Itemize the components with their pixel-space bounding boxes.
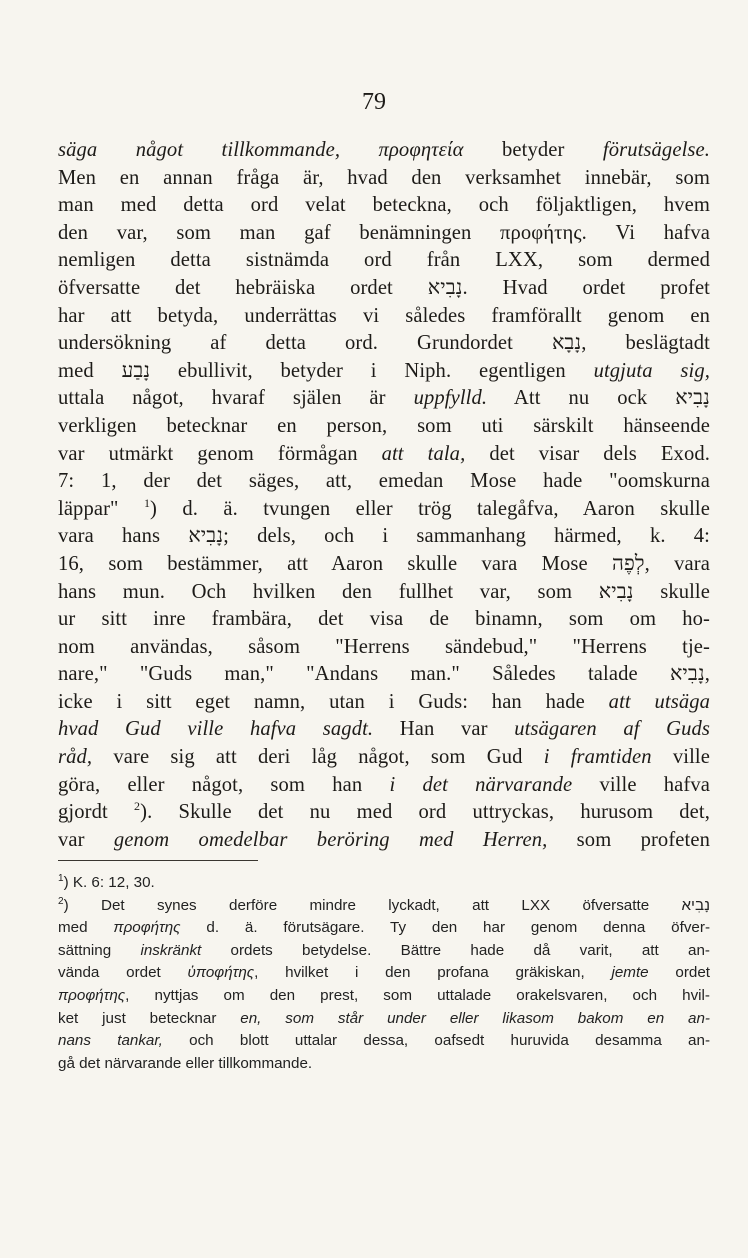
text-line	[58, 661, 710, 689]
footnote-paren: )	[63, 896, 101, 914]
text-run: öfversatte det hebräiska ordet נָבִיא. Hvad ordet profet	[58, 276, 711, 299]
text-run: utsägaren af Guds	[514, 718, 711, 741]
text-run: verkligen betecknar en person, som uti särskilt hänseende	[58, 414, 710, 437]
text-run: var	[58, 828, 114, 851]
text-line	[58, 413, 710, 441]
text-run: har att betyda, underrättas vi således framförallt genom en	[58, 304, 710, 327]
text-run: ordets betydelse. Bättre hade då varit, att an-	[201, 941, 710, 959]
footnote-number: 2	[58, 895, 64, 907]
text-line	[58, 220, 710, 248]
text-run: säga något tillkommande, προφητεία	[58, 139, 464, 161]
text-run: Men en annan fråga är, hvad den verksamhet innebär, som	[58, 166, 710, 189]
text-run: ville hafva	[572, 773, 710, 796]
text-line	[58, 579, 710, 607]
text-run: ὑποφήτης	[187, 964, 255, 982]
footnote-line	[58, 917, 710, 940]
text-run: ville	[651, 746, 710, 769]
footnote-line	[58, 872, 710, 895]
text-line	[58, 468, 710, 496]
text-run: vare sig att deri låg något, som Gud	[92, 746, 544, 769]
footnote	[58, 895, 710, 1076]
text-line	[58, 523, 710, 551]
page-number: 79	[362, 89, 386, 115]
text-run: nemligen detta sistnämda ord från LXX, som dermed	[58, 249, 710, 272]
text-run: den var, som man gaf benämningen προφήτης. Vi hafva	[58, 221, 710, 244]
text-run: med	[58, 919, 114, 937]
text-run: var utmärkt genom förmågan	[58, 442, 382, 465]
text-run: jemte	[611, 964, 649, 982]
text-run: inskränkt	[140, 941, 202, 959]
text-line	[58, 165, 710, 193]
text-run: i det närvarande	[389, 773, 573, 796]
main-paragraph	[58, 137, 710, 854]
text-run: det visar dels Exod.	[465, 442, 710, 465]
text-run: betyder	[463, 139, 603, 161]
text-line	[58, 303, 710, 331]
text-line	[58, 137, 710, 165]
text-line	[58, 358, 710, 386]
text-run: ). Skulle det nu med ord uttryckas, hurusom det,	[140, 801, 710, 824]
text-line	[58, 634, 710, 662]
text-run: vända ordet	[58, 964, 188, 982]
text-run: läppar"	[58, 497, 144, 520]
text-run: 16, som bestämmer, att Aaron skulle vara Mose לְפֶה, vara	[58, 552, 710, 575]
text-line	[58, 827, 710, 855]
text-run: Han var	[373, 718, 515, 741]
text-run: man med detta ord velat beteckna, och följaktligen, hvem	[58, 194, 710, 217]
text-run: ur sitt inre frambära, det visa de binamn, som om ho-	[58, 608, 710, 631]
text-run: gjordt	[58, 801, 134, 824]
text-run: som profeten	[547, 828, 710, 851]
text-run: d. ä. förutsägare. Ty den har genom denna öfver-	[180, 919, 710, 937]
text-run: icke i sitt eget namn, utan i Guds: han hade	[58, 690, 609, 713]
text-run: och blott uttalar dessa, oafsedt huruvida desamma an-	[162, 1032, 711, 1050]
text-run: vara hans נָבִיא; dels, och i sammanhang härmed, k. 4:	[58, 525, 710, 548]
footnote-line	[58, 962, 710, 985]
footnote-ref: 1	[143, 495, 151, 510]
text-line	[58, 385, 710, 413]
text-run: sättning	[58, 941, 141, 959]
footnote-line	[58, 1030, 710, 1053]
text-run: Det synes derföre mindre lyckadt, att LXX öfversatte נָבִיא	[100, 896, 710, 914]
footnote-paren: )	[63, 874, 73, 891]
text-run: en, som står under eller likasom bakom en an-	[240, 1009, 710, 1027]
footnote	[58, 872, 710, 895]
text-line	[58, 441, 710, 469]
footnote-line	[58, 1053, 710, 1076]
text-run: K. 6: 12, 30.	[72, 874, 155, 891]
footnote-ref: 2	[134, 799, 141, 814]
text-line	[58, 247, 710, 275]
text-run: προφήτης	[58, 986, 126, 1004]
text-line	[58, 799, 710, 827]
text-run: nom användas, såsom "Herrens sändebud," "Herrens tje-	[58, 635, 710, 658]
text-run: ) d. ä. tvungen eller trög talegåfva, Aaron skulle	[150, 497, 710, 520]
text-line	[58, 606, 710, 634]
text-run: 7: 1, der det säges, att, emedan Mose hade "oomskurna	[58, 470, 710, 493]
text-run: προφήτης	[113, 919, 181, 937]
text-run: nare," "Guds man," "Andans man." Således talade נָבִיא,	[58, 663, 710, 686]
footnote-line	[58, 1008, 710, 1031]
text-run: , hvilket i den profana gräkiskan,	[254, 964, 612, 982]
text-run: uttala något, hvaraf själen är	[58, 387, 414, 410]
text-run: , nyttjas om den prest, som uttalade orakelsvaren, och hvil-	[125, 986, 710, 1004]
footnote-line	[58, 940, 710, 963]
text-run: nans tankar,	[58, 1032, 163, 1050]
text-run: ket just betecknar	[58, 1009, 241, 1027]
text-run: hvad Gud ville hafva sagdt.	[58, 718, 374, 741]
text-line	[58, 275, 710, 303]
text-run: med נָבַע ebullivit, betyder i Niph. egentligen	[58, 359, 594, 382]
text-run: hans mun. Och hvilken den fullhet var, som נָבִיא skulle	[58, 580, 710, 603]
text-run: i framtiden	[543, 746, 652, 769]
footnote-line	[58, 985, 710, 1008]
footnote-number: 1	[58, 872, 64, 884]
text-line	[58, 689, 710, 717]
text-run: råd,	[58, 746, 93, 769]
footnote-separator	[58, 860, 258, 861]
footnotes	[58, 872, 710, 1075]
text-run: genom omedelbar beröring med Herren,	[113, 828, 548, 851]
text-run: förutsägelse.	[602, 139, 710, 161]
text-run: Att nu ock נָבִיא	[487, 387, 710, 410]
text-run: utgjuta sig,	[593, 359, 710, 382]
text-line	[58, 496, 710, 524]
text-run: ordet	[648, 964, 711, 982]
footnote-line	[58, 895, 710, 918]
text-run: att utsäga	[608, 690, 711, 713]
text-line	[58, 716, 710, 744]
text-line	[58, 744, 710, 772]
text-run: undersökning af detta ord. Grundordet נָבָא, beslägtadt	[58, 332, 710, 355]
text-line	[58, 330, 710, 358]
text-run: göra, eller något, som han	[58, 773, 390, 796]
text-run: gå det närvarande eller tillkommande.	[58, 1054, 313, 1072]
text-run: att tala,	[381, 442, 466, 465]
text-line	[58, 192, 710, 220]
text-line	[58, 772, 710, 800]
text-run: uppfylld.	[413, 387, 488, 410]
text-line	[58, 551, 710, 579]
